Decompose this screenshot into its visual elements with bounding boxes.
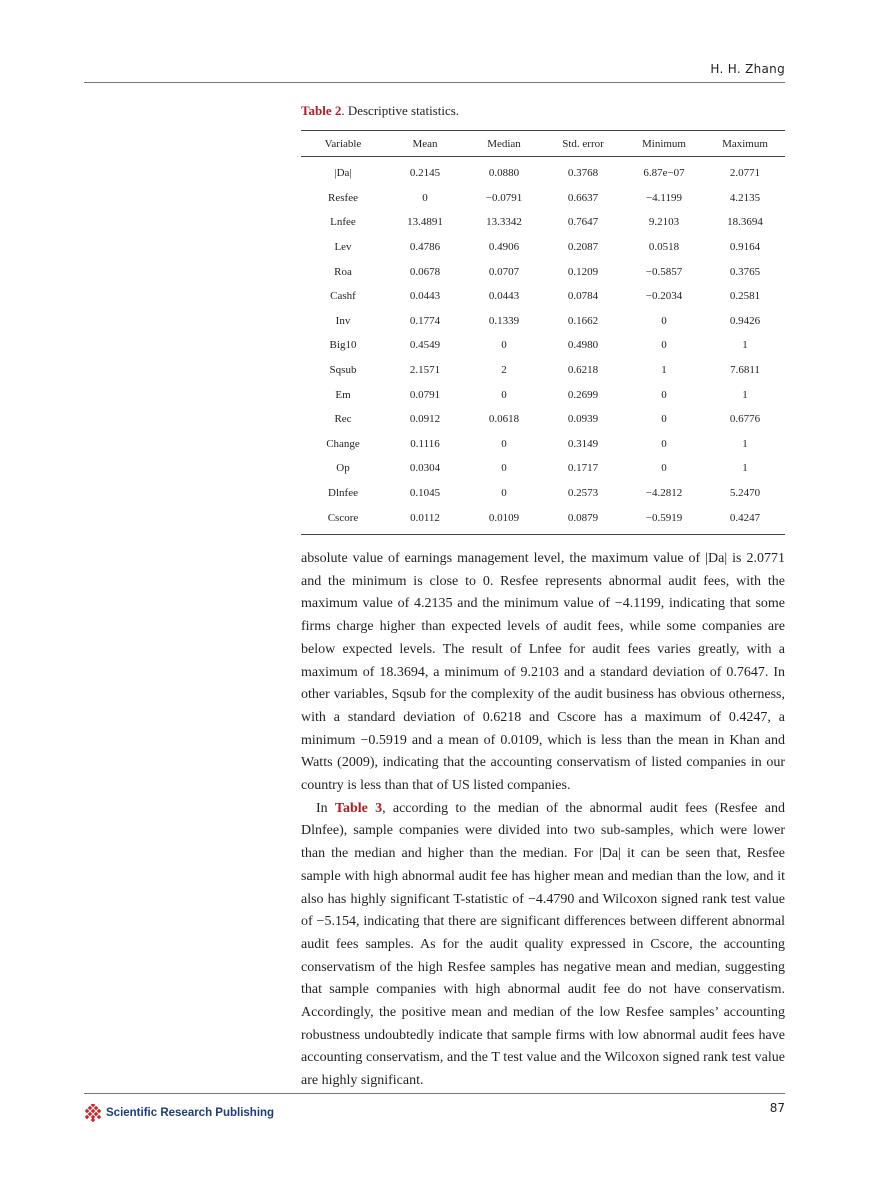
- column-header: Median: [465, 131, 543, 157]
- value-cell: 0: [501, 339, 507, 352]
- value-cell: 0.7647: [567, 216, 599, 229]
- column-header: Mean: [385, 131, 465, 157]
- variable-name-cell: Lev: [334, 241, 352, 254]
- value-cell: −0.5857: [645, 265, 683, 278]
- value-cell: 0.2699: [567, 388, 599, 401]
- value-cell: 0: [661, 388, 667, 401]
- table-3-link[interactable]: Table 3: [334, 800, 383, 816]
- value-cell: 1: [742, 388, 748, 401]
- value-cell: 0.0784: [567, 290, 599, 303]
- value-cell: 0.0618: [488, 413, 520, 426]
- variable-name-cell: Change: [326, 437, 360, 450]
- table-row: [301, 186, 785, 211]
- variable-name-cell: Lnfee: [330, 216, 356, 229]
- logo-square: [88, 1112, 93, 1117]
- value-cell: 0.9164: [729, 241, 761, 254]
- value-cell: 0.6637: [567, 191, 599, 204]
- body-text: [301, 548, 785, 1093]
- variable-name-cell: Cashf: [330, 290, 356, 303]
- logo-square: [94, 1112, 99, 1117]
- value-cell: 0: [661, 339, 667, 352]
- logo-square: [85, 1109, 90, 1114]
- value-cell: 0: [501, 487, 507, 500]
- header-rule: [84, 82, 785, 83]
- variable-name-cell: Resfee: [328, 191, 358, 204]
- table-body: [301, 157, 785, 535]
- value-cell: 5.2470: [729, 487, 761, 500]
- value-cell: 2: [501, 364, 507, 377]
- publisher-name: Scientific Research Publishing: [106, 1107, 275, 1119]
- value-cell: 0.4247: [705, 505, 785, 534]
- variable-name-cell: Rec: [334, 413, 352, 426]
- value-cell: 0.3765: [729, 265, 761, 278]
- table-caption: [301, 103, 459, 119]
- value-cell: 0.2573: [567, 487, 599, 500]
- value-cell: 0: [501, 437, 507, 450]
- logo-square: [91, 1118, 96, 1122]
- value-cell: 18.3694: [727, 216, 763, 229]
- value-cell: 0.1339: [488, 314, 520, 327]
- page-number: 87: [769, 1101, 785, 1115]
- value-cell: −0.0791: [485, 191, 523, 204]
- value-cell: 0: [661, 314, 667, 327]
- value-cell: 0.0443: [488, 290, 520, 303]
- logo-square: [88, 1106, 93, 1111]
- table-header-row: [301, 131, 785, 157]
- value-cell: 0.0518: [648, 241, 680, 254]
- variable-name-cell: Big10: [329, 339, 357, 352]
- paragraph-text: In: [316, 800, 335, 816]
- value-cell: −0.5919: [623, 505, 705, 534]
- variable-name-cell: Cscore: [301, 505, 385, 534]
- table-row: [301, 259, 785, 284]
- table-row: [301, 333, 785, 358]
- value-cell: 0.0912: [409, 413, 441, 426]
- table-row: [301, 382, 785, 407]
- logo-square: [97, 1109, 102, 1114]
- table-row: [301, 309, 785, 334]
- value-cell: 0.0880: [488, 167, 520, 180]
- table-row: [301, 505, 785, 534]
- value-cell: 0.3149: [567, 437, 599, 450]
- value-cell: 13.3342: [486, 216, 522, 229]
- value-cell: 0.1662: [567, 314, 599, 327]
- variable-name-cell: Inv: [335, 314, 351, 327]
- value-cell: 1: [742, 339, 748, 352]
- value-cell: 0.0112: [385, 505, 465, 534]
- value-cell: 0.1717: [567, 462, 599, 475]
- variable-name-cell: Roa: [334, 265, 352, 278]
- value-cell: −4.1199: [645, 191, 683, 204]
- value-cell: 4.2135: [729, 191, 761, 204]
- paragraph: absolute value of earnings management level, the maximum value of |Da| is 2.0771 and the minimum is close to 0. Resfee represents abnormal audit fees, with the maximum value of 4.2135 and the minimum value of −4.1199, indicating that some firms charge higher than expected levels of audit fees, while some companies are below expected levels. The result of Lnfee for audit fees varies greatly, with a maximum of 18.3694, a minimum of 9.2103 and a standard deviation of 0.7647. In other variables, Sqsub for the complexity of the audit business has obvious otherness, with a standard deviation of 0.6218 and Cscore has a maximum of 0.4247, a minimum −0.5919 and a mean of 0.0109, which is less than the mean in Khan and Watts (2009), indicating that the accounting conservatism of listed companies in our country is less than that of US listed companies.: [301, 551, 785, 794]
- table-row: [301, 456, 785, 481]
- logo-square: [85, 1115, 90, 1120]
- value-cell: 1: [742, 437, 748, 450]
- value-cell: 0.1116: [410, 437, 440, 450]
- value-cell: 2.1571: [409, 364, 441, 377]
- variable-name-cell: Sqsub: [329, 364, 357, 377]
- table-caption-label[interactable]: Table 2: [301, 103, 342, 118]
- value-cell: 0.0791: [409, 388, 441, 401]
- value-cell: −0.2034: [645, 290, 683, 303]
- table-row: [301, 284, 785, 309]
- value-cell: 0.0304: [409, 462, 441, 475]
- value-cell: 0: [661, 413, 667, 426]
- value-cell: 0.4786: [409, 241, 441, 254]
- column-header: Maximum: [705, 131, 785, 157]
- table-caption-text: . Descriptive statistics.: [341, 103, 460, 118]
- value-cell: 9.2103: [648, 216, 680, 229]
- footer-rule: [84, 1093, 785, 1094]
- value-cell: 0: [661, 437, 667, 450]
- value-cell: −4.2812: [645, 487, 683, 500]
- value-cell: 0.1209: [567, 265, 599, 278]
- logo-square: [94, 1106, 99, 1111]
- value-cell: 0.0939: [567, 413, 599, 426]
- table-row: [301, 157, 785, 186]
- value-cell: 7.6811: [730, 364, 760, 377]
- descriptive-statistics-table: [301, 130, 785, 535]
- column-header: Minimum: [623, 131, 705, 157]
- value-cell: 0.2581: [729, 290, 761, 303]
- running-header-author: H. H. Zhang: [710, 62, 785, 76]
- value-cell: 0.4906: [488, 241, 520, 254]
- paragraph-text: , according to the median of the abnormal audit fees (Resfee and Dlnfee), sample companies were divided into two sub-samples, which were lower than the median and higher than the median. For |Da| it can be seen that, Resfee sample with high abnormal audit fee has higher mean and median than the low, and it also has highly significant T-statistic of −4.4790 and Wilcoxon signed rank test value of −5.154, indicating that there are significant differences between different abnormal audit fees samples. As for the audit quality expressed in Cscore, the accounting conservatism of the high Resfee samples has negative mean and median, suggesting that sample companies with high abnormal audit fee do not have conservatism. Accordingly, the positive mean and median of the low Resfee samples’ accounting robustness undoubtedly indicate that sample firms with low abnormal audit fees have accounting conservatism, and the T test value and the Wilcoxon signed rank test value are highly significant.: [301, 800, 785, 1089]
- paragraph: [301, 798, 785, 1093]
- value-cell: 0.0707: [488, 265, 520, 278]
- value-cell: 0: [501, 462, 507, 475]
- value-cell: 2.0771: [729, 167, 761, 180]
- value-cell: 1: [661, 364, 667, 377]
- column-header: Std. error: [543, 131, 623, 157]
- value-cell: 0: [422, 191, 428, 204]
- table-row: [301, 210, 785, 235]
- value-cell: 0.6776: [729, 413, 761, 426]
- value-cell: 0.1774: [409, 314, 441, 327]
- table-row: [301, 407, 785, 432]
- value-cell: 0: [661, 462, 667, 475]
- diamond-grid-icon: [84, 1104, 102, 1122]
- publisher-logo: [84, 1104, 274, 1122]
- value-cell: 0.0678: [409, 265, 441, 278]
- value-cell: 0.2145: [409, 167, 441, 180]
- value-cell: 0.0109: [465, 505, 543, 534]
- value-cell: 0.1045: [409, 487, 441, 500]
- value-cell: 0.3768: [567, 167, 599, 180]
- variable-name-cell: Em: [335, 388, 351, 401]
- variable-name-cell: Dlnfee: [328, 487, 358, 500]
- value-cell: 0.9426: [729, 314, 761, 327]
- table-row: [301, 358, 785, 383]
- value-cell: 0.4549: [409, 339, 441, 352]
- value-cell: 1: [742, 462, 748, 475]
- value-cell: 0.2087: [567, 241, 599, 254]
- table-row: [301, 432, 785, 457]
- value-cell: 0.6218: [567, 364, 599, 377]
- table-row: [301, 235, 785, 260]
- logo-square: [97, 1115, 102, 1120]
- value-cell: 0: [501, 388, 507, 401]
- value-cell: 0.0443: [409, 290, 441, 303]
- logo-square: [91, 1104, 96, 1107]
- value-cell: 0.0879: [543, 505, 623, 534]
- logo-square: [91, 1109, 96, 1114]
- value-cell: 6.87e−07: [643, 167, 685, 180]
- variable-name-cell: Op: [336, 462, 350, 475]
- table-row: [301, 481, 785, 506]
- variable-name-cell: |Da|: [334, 167, 352, 180]
- value-cell: 13.4891: [407, 216, 443, 229]
- column-header: Variable: [301, 131, 385, 157]
- value-cell: 0.4980: [567, 339, 599, 352]
